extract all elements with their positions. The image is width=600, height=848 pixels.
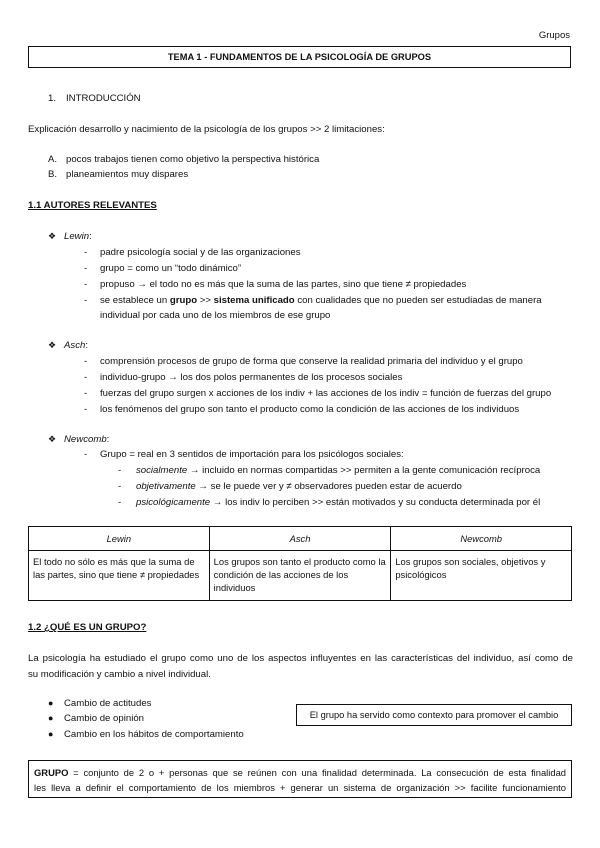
diamond-bullet-icon: ❖ xyxy=(48,434,57,444)
list-item: - individuo-grupo → los dos polos permanentes de los procesos sociales xyxy=(84,372,403,383)
intro-text: Explicación desarrollo y nacimiento de la psicología de los grupos >> 2 limitaciones: xyxy=(28,124,385,135)
sense-text: → los indiv lo perciben >> están motivados y su conducta determinada por él xyxy=(210,497,541,508)
list-item-text: grupo = como un “todo dinámico” xyxy=(100,263,242,274)
bold-term: grupo xyxy=(169,295,198,306)
sense-term: psicológicamente xyxy=(136,497,211,508)
bullet-dot-icon: ● xyxy=(48,729,54,739)
author-name: Newcomb xyxy=(64,434,107,445)
author-newcomb xyxy=(48,434,109,445)
sense-text: → se le puede ver y ≠ observadores pueden estar de acuerdo xyxy=(195,481,462,492)
intro-heading xyxy=(48,93,141,104)
table-header-row xyxy=(29,527,572,551)
table-row xyxy=(29,551,572,601)
intro-heading-label: INTRODUCCIÓN xyxy=(66,93,141,104)
sub-list-item: - psicológicamente → los indiv lo perciben >> están motivados y su conducta determinada por él xyxy=(118,497,541,508)
list-item-text: Cambio en los hábitos de comportamiento xyxy=(64,729,244,740)
limitation-item xyxy=(48,169,188,180)
list-item-text: padre psicología social y de las organizaciones xyxy=(100,247,301,258)
author-suffix: : xyxy=(106,434,110,445)
sense-text: → incluido en normas compartidas >> permiten a la gente comunicación recíproca xyxy=(187,465,541,476)
list-item: - padre psicología social y de las organizaciones xyxy=(84,247,301,258)
paragraph-line: su modificación y cambio a nivel individual. xyxy=(28,669,211,680)
list-item-text: individuo-grupo → los dos polos permanentes de los procesos sociales xyxy=(100,372,403,383)
list-item: - grupo = como un “todo dinámico” xyxy=(84,263,242,274)
list-item: - fuerzas del grupo surgen x acciones de los indiv + las acciones de los indiv = función de fuerzas del grupo xyxy=(84,388,552,399)
paragraph-line: La psicología ha estudiado el grupo como uno de los aspectos influyentes en las características del individuo, así como de xyxy=(28,653,573,664)
sub-list-item: - socialmente → incluido en normas compartidas >> permiten a la gente comunicación recíproca xyxy=(118,465,541,476)
table-header-cell: Lewin xyxy=(29,527,210,551)
list-item-text: Cambio de actitudes xyxy=(64,698,152,709)
author-name: Lewin xyxy=(64,231,90,242)
diamond-bullet-icon: ❖ xyxy=(48,231,57,241)
list-item xyxy=(48,698,151,709)
sub-list-item: - objetivamente → se le puede ver y ≠ observadores pueden estar de acuerdo xyxy=(118,481,462,492)
limitation-label: A. xyxy=(48,154,58,165)
sense-term: objetivamente xyxy=(136,481,196,492)
list-item: - propuso → el todo no es más que la suma de las partes, sino que tiene ≠ propiedades xyxy=(84,279,467,290)
author-name: Asch xyxy=(64,340,86,351)
intro-heading-number: 1. xyxy=(48,93,57,104)
list-item: - los fenómenos del grupo son tanto el producto como la condición de las acciones de los individuos xyxy=(84,404,520,415)
side-note-box: El grupo ha servido como contexto para promover el cambio xyxy=(296,704,572,726)
list-item-text: >> xyxy=(197,295,214,306)
table-cell: Los grupos son sociales, objetivos y psicológicos xyxy=(391,551,572,601)
definition-box xyxy=(28,760,572,798)
author-suffix: : xyxy=(89,231,92,242)
limitation-label: B. xyxy=(48,169,58,180)
author-suffix: : xyxy=(85,340,89,351)
list-item-continuation: individual por cada uno de los miembros de ese grupo xyxy=(100,310,331,321)
list-item: - se establece un grupo >> sistema unificado con cualidades que no pueden ser estudiadas de manera xyxy=(84,295,542,306)
bullet-dot-icon: ● xyxy=(48,698,54,708)
definition-line xyxy=(34,765,566,780)
section-heading-authors: 1.1 AUTORES RELEVANTES xyxy=(28,200,157,211)
section-heading-group: 1.2 ¿QUÉ ES UN GRUPO? xyxy=(28,622,147,633)
list-item-text: con cualidades que no pueden ser estudiadas de manera xyxy=(294,295,542,306)
list-item-text: propuso → el todo no es más que la suma de las partes, sino que tiene ≠ propiedades xyxy=(100,279,467,290)
list-item xyxy=(48,713,144,724)
author-asch xyxy=(48,340,88,351)
list-item xyxy=(48,729,244,740)
table-header-cell: Asch xyxy=(209,527,391,551)
sense-term: socialmente xyxy=(136,465,188,476)
author-lewin xyxy=(48,231,92,242)
list-item-text: se establece un xyxy=(100,295,170,306)
list-item: - Grupo = real en 3 sentidos de importación para los psicólogos sociales: xyxy=(84,449,404,460)
table-cell: Los grupos son tanto el producto como la condición de las acciones de los individuos xyxy=(209,551,391,601)
comparison-table xyxy=(28,526,572,601)
definition-text: = conjunto de 2 o + personas que se reúnen con una finalidad determinada. La consecución de esta finalidad xyxy=(68,767,566,778)
definition-term: GRUPO xyxy=(34,767,69,778)
definition-line: les lleva a definir el comportamiento de los miembros + generar un sistema de organización >> facilite funcionamiento xyxy=(34,782,566,793)
bullet-dot-icon: ● xyxy=(48,713,54,723)
list-item: - comprensión procesos de grupo de forma que conserve la realidad primaria del individuo y el grupo xyxy=(84,356,523,367)
list-item-text: comprensión procesos de grupo de forma que conserve la realidad primaria del individuo y el grupo xyxy=(100,356,523,367)
header-section-label: Grupos xyxy=(538,30,570,41)
table-header-cell: Newcomb xyxy=(391,527,572,551)
limitation-text: pocos trabajos tienen como objetivo la perspectiva histórica xyxy=(66,154,320,165)
table-cell: El todo no sólo es más que la suma de las partes, sino que tiene ≠ propiedades xyxy=(29,551,210,601)
bold-term: sistema unificado xyxy=(213,295,295,306)
list-item-text: Cambio de opinión xyxy=(64,713,145,724)
limitation-text: planeamientos muy dispares xyxy=(66,169,189,180)
diamond-bullet-icon: ❖ xyxy=(48,340,57,350)
list-item-text: los fenómenos del grupo son tanto el producto como la condición de las acciones de los individuos xyxy=(100,404,520,415)
page-title: TEMA 1 - FUNDAMENTOS DE LA PSICOLOGÍA DE GRUPOS xyxy=(28,46,571,68)
list-item-text: fuerzas del grupo surgen x acciones de los indiv + las acciones de los indiv = función de fuerzas del grupo xyxy=(100,388,552,399)
limitation-item xyxy=(48,154,319,165)
list-item-text: Grupo = real en 3 sentidos de importación para los psicólogos sociales: xyxy=(100,449,404,460)
